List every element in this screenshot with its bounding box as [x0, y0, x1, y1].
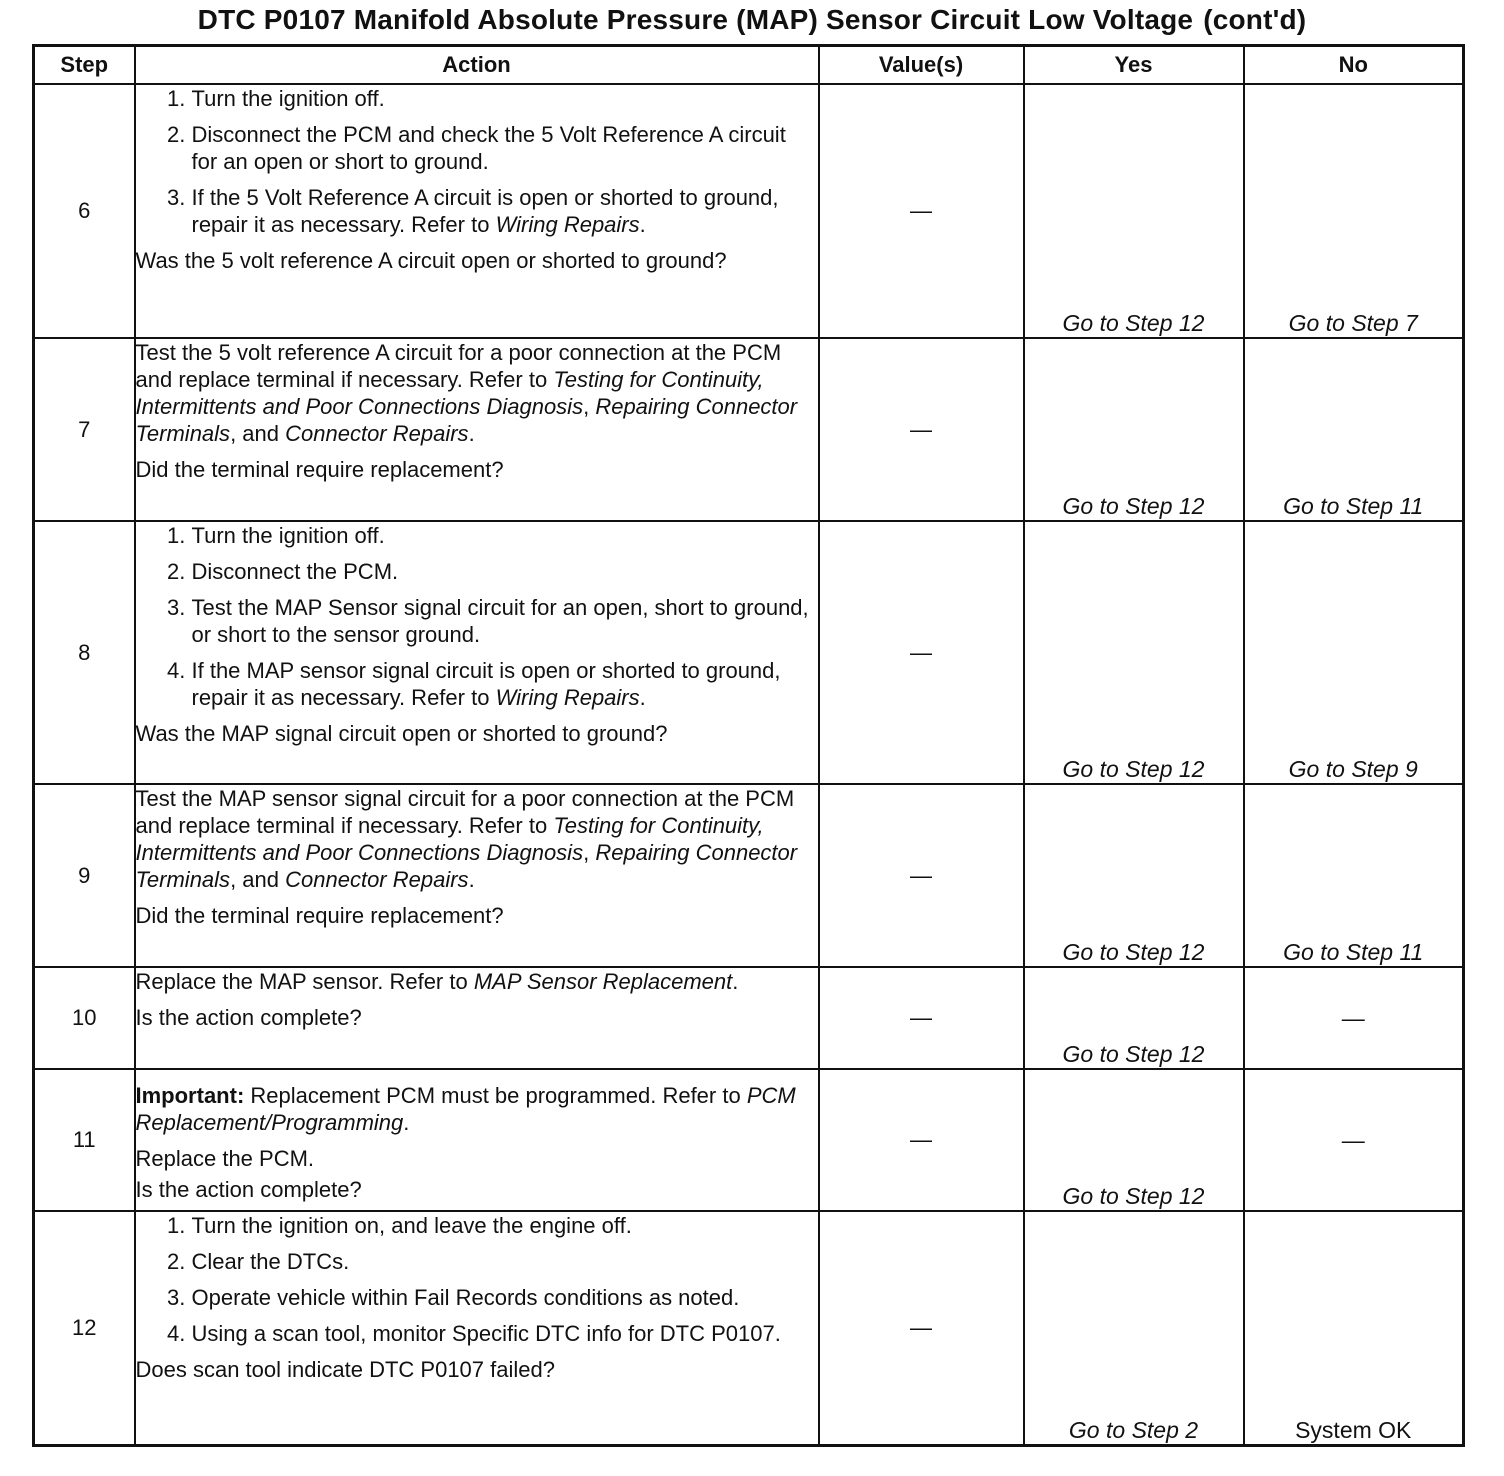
- action-list: [136, 522, 818, 711]
- yes-cell: Go to Step 12: [1024, 84, 1244, 338]
- header-yes: Yes: [1024, 46, 1244, 85]
- question: Did the terminal require replacement?: [135, 903, 504, 928]
- step-number: 6: [34, 84, 135, 338]
- question: Was the 5 volt reference A circuit open or shorted to ground?: [135, 248, 727, 273]
- list-item: 1. Turn the ignition off.: [192, 85, 818, 112]
- page-title: [0, 4, 1504, 36]
- action-cell: [135, 967, 819, 1069]
- action-text: Replace the MAP sensor. Refer to MAP Sensor Replacement.: [135, 969, 739, 994]
- yes-cell: Go to Step 12: [1024, 521, 1244, 784]
- important-note: Important: Replacement PCM must be programmed. Refer to PCM Replacement/Programming.: [135, 1083, 796, 1135]
- question: Was the MAP signal circuit open or shorted to ground?: [135, 721, 668, 746]
- action-list: [136, 85, 818, 238]
- value-cell: —: [819, 784, 1024, 967]
- table-row-step-6: [34, 84, 1464, 338]
- value-cell: —: [819, 1069, 1024, 1211]
- question: Is the action complete?: [135, 1005, 362, 1030]
- action-cell: [135, 1211, 819, 1445]
- step-number: 7: [34, 338, 135, 521]
- action-text: Test the MAP sensor signal circuit for a poor connection at the PCM and replace terminal if necessary. Refer to Testing for Continuity, Intermittents and Poor Connections Diagnosis, Repairing Connector Terminals, and Connector Repairs.: [135, 786, 798, 892]
- value-cell: —: [819, 521, 1024, 784]
- title-main: DTC P0107 Manifold Absolute Pressure (MAP) Sensor Circuit Low Voltage: [197, 4, 1194, 35]
- yes-cell: Go to Step 12: [1024, 784, 1244, 967]
- yes-cell: Go to Step 12: [1024, 967, 1244, 1069]
- table-row-step-8: [34, 521, 1464, 784]
- question: Does scan tool indicate DTC P0107 failed?: [135, 1357, 555, 1382]
- list-item: 4. If the MAP sensor signal circuit is open or shorted to ground, repair it as necessary. Refer to Wiring Repairs.: [192, 657, 818, 711]
- no-cell: System OK: [1244, 1211, 1464, 1445]
- action-cell: [135, 521, 819, 784]
- list-item: 4. Using a scan tool, monitor Specific DTC info for DTC P0107.: [192, 1320, 818, 1347]
- no-cell: Go to Step 9: [1244, 521, 1464, 784]
- list-item: 2. Clear the DTCs.: [192, 1248, 818, 1275]
- table-row-step-9: [34, 784, 1464, 967]
- list-item: 3. Operate vehicle within Fail Records conditions as noted.: [192, 1284, 818, 1311]
- header-no: No: [1244, 46, 1464, 85]
- no-cell: —: [1244, 1069, 1464, 1211]
- action-text: Replace the PCM.: [135, 1146, 315, 1171]
- yes-cell: Go to Step 12: [1024, 1069, 1244, 1211]
- list-item: 3. Test the MAP Sensor signal circuit for an open, short to ground, or short to the sensor ground.: [192, 594, 818, 648]
- action-text: Test the 5 volt reference A circuit for a poor connection at the PCM and replace terminal if necessary. Refer to Testing for Continuity, Intermittents and Poor Connections Diagnosis, Repairing Connector Terminals, and Connector Repairs.: [135, 340, 798, 446]
- table-row-step-10: [34, 967, 1464, 1069]
- step-number: 12: [34, 1211, 135, 1445]
- list-item: 3. If the 5 Volt Reference A circuit is open or shorted to ground, repair it as necessary. Refer to Wiring Repairs.: [192, 184, 818, 238]
- diagnostic-table: [32, 44, 1465, 1447]
- question: Did the terminal require replacement?: [135, 457, 504, 482]
- step-number: 11: [34, 1069, 135, 1211]
- step-number: 9: [34, 784, 135, 967]
- no-cell: —: [1244, 967, 1464, 1069]
- no-cell: Go to Step 11: [1244, 338, 1464, 521]
- list-item: 2. Disconnect the PCM and check the 5 Volt Reference A circuit for an open or short to ground.: [192, 121, 818, 175]
- header-action: Action: [135, 46, 819, 85]
- header-row: [34, 46, 1464, 85]
- action-cell: [135, 1069, 819, 1211]
- action-cell: [135, 84, 819, 338]
- value-cell: —: [819, 338, 1024, 521]
- title-cont: (cont'd): [1203, 4, 1307, 35]
- step-number: 8: [34, 521, 135, 784]
- table-row-step-12: [34, 1211, 1464, 1445]
- yes-cell: Go to Step 12: [1024, 338, 1244, 521]
- action-cell: [135, 784, 819, 967]
- header-values: Value(s): [819, 46, 1024, 85]
- action-list: [136, 1212, 818, 1347]
- value-cell: —: [819, 967, 1024, 1069]
- no-cell: Go to Step 11: [1244, 784, 1464, 967]
- value-cell: —: [819, 1211, 1024, 1445]
- header-step: Step: [34, 46, 135, 85]
- action-cell: [135, 338, 819, 521]
- table-row-step-11: [34, 1069, 1464, 1211]
- value-cell: —: [819, 84, 1024, 338]
- list-item: 2. Disconnect the PCM.: [192, 558, 818, 585]
- step-number: 10: [34, 967, 135, 1069]
- question: Is the action complete?: [135, 1177, 362, 1202]
- list-item: 1. Turn the ignition on, and leave the engine off.: [192, 1212, 818, 1239]
- no-cell: Go to Step 7: [1244, 84, 1464, 338]
- table-row-step-7: [34, 338, 1464, 521]
- list-item: 1. Turn the ignition off.: [192, 522, 818, 549]
- yes-cell: Go to Step 2: [1024, 1211, 1244, 1445]
